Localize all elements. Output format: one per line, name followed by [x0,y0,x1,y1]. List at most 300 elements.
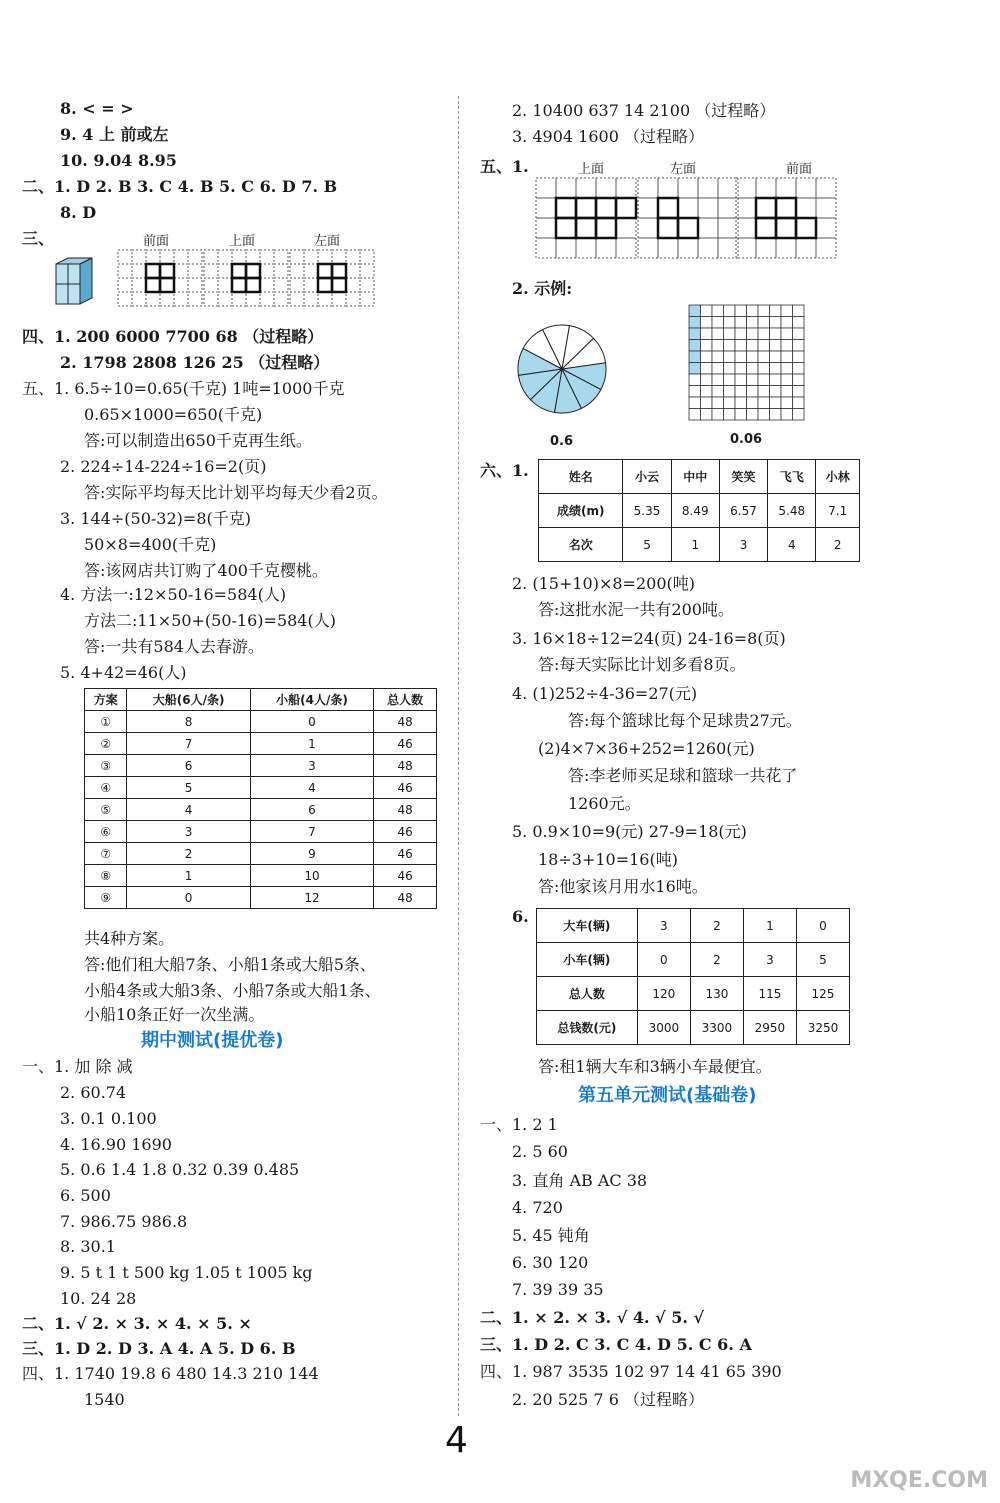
boat-table-cell: 1 [127,865,250,887]
pie-value-label: 0.6 [550,434,574,449]
grid-cell [318,278,332,292]
r-example-label: 2. 示例: [512,279,573,298]
hundred-grid-cell [701,317,713,329]
grid-cell [756,218,776,238]
grid-cell [204,278,218,292]
boat-table-cell: 48 [374,799,437,821]
hundred-grid-cell [770,305,782,317]
grid-cell [698,198,718,218]
hundred-grid-cell [724,386,736,398]
grid-cell [718,238,738,258]
score-table-cell: 2 [816,528,860,562]
grid-cell [718,218,738,238]
page-number: 4 [445,1420,468,1461]
hundred-grid-cell [701,409,713,421]
view-square [796,218,816,238]
view-square [616,198,636,218]
hundred-grid-cell [712,374,724,386]
hundred-grid-cell [793,305,805,317]
grid-cell [658,238,678,258]
grid-cell [274,264,288,278]
boat-table-row [85,887,437,909]
grid-cell [346,292,360,306]
boat-table-cell: 46 [374,777,437,799]
mid-answer-5: 5. 0.6 1.4 1.8 0.32 0.39 0.485 [60,1160,300,1179]
vehicle-table-row [537,909,850,943]
hundred-grid-cell [781,328,793,340]
grid-cell [174,278,188,292]
hundred-grid-cell [781,386,793,398]
view-label-front: 前面 [143,234,170,249]
hundred-grid-cell [689,340,701,352]
vehicle-table-cell: 总人数 [537,977,638,1011]
grid-cell [816,218,836,238]
plan-count: 共4种方案。 [84,929,175,948]
boat-table-cell: 46 [374,733,437,755]
hundred-grid-cell [712,397,724,409]
vehicle-table-cell: 0 [637,943,690,977]
hundred-grid-cell [793,409,805,421]
boat-table-cell: 3 [250,755,373,777]
grid-cell [118,250,132,264]
hundred-grid-cell [781,409,793,421]
score-table-cell: 4 [768,528,816,562]
grid-value-label: 0.06 [730,432,763,447]
hundred-grid-cell [747,305,759,317]
grid-cell [346,278,360,292]
grid-cell [796,238,816,258]
hundred-grid-cell [701,374,713,386]
three-views-grid [116,246,378,316]
hundred-grid-cell [689,317,701,329]
grid-cell [188,250,202,264]
boat-table-cell: 46 [374,865,437,887]
grid-cell [756,198,776,218]
vehicle-table-cell: 130 [690,977,743,1011]
plan-answer-line1: 答:他们租大船7条、小船1条或大船5条、 [84,955,376,974]
score-table-row [539,528,860,562]
grid-cell [678,198,698,218]
grid-cell [318,250,332,264]
hundred-grid-cell [735,409,747,421]
boat-plan-table [84,688,437,909]
view-square [756,198,776,218]
hundred-grid-cell [770,351,782,363]
grid-cell [596,218,616,238]
boat-table-cell: 48 [374,887,437,909]
grid-cell [346,264,360,278]
hundred-grid-cell [758,317,770,329]
mid-answer-3: 3. 0.1 0.100 [60,1109,157,1128]
hundred-grid-cell [758,305,770,317]
boat-table-row [85,755,437,777]
grid-cell [658,178,678,198]
view-square [776,218,796,238]
view-square [658,218,678,238]
column-divider [458,96,459,1416]
hundred-grid-cell [724,397,736,409]
hundred-grid-cell [793,317,805,329]
hundred-grid-cell [735,374,747,386]
vehicle-table-row [537,1011,850,1045]
mid-answer-8: 8. 30.1 [60,1237,116,1256]
r6-q4-part1: 4. (1)252÷4-36=27(元) [512,684,698,703]
hundred-grid-cell [701,386,713,398]
boat-table-cell: 9 [250,843,373,865]
hundred-grid-cell [735,351,747,363]
hundred-grid-cell [735,317,747,329]
grid-cell [274,278,288,292]
hundred-grid-cell [724,340,736,352]
r6-q3-line1: 3. 16×18÷12=24(页) 24-16=8(页) [512,629,786,648]
grid-cell [736,238,756,258]
hundred-grid-cell [781,340,793,352]
r6-q5-line2: 18÷3+10=16(吨) [538,850,678,869]
section-5-q1-answer: 答:可以制造出650千克再生纸。 [84,431,312,450]
mid-section-3: 三、1. D 2. D 3. A 4. A 5. D 6. B [22,1339,296,1358]
hundred-grid-cell [724,317,736,329]
hundred-grid-cell [735,328,747,340]
grid-cell [146,264,160,278]
section-5-q3-line1: 3. 144÷(50-32)=8(千克) [60,509,251,528]
hundred-grid-cell [712,363,724,375]
boat-table-cell: 48 [374,711,437,733]
view-square [160,278,174,292]
vehicle-table-cell: 2 [690,943,743,977]
view-square [146,278,160,292]
hundred-grid-cell [724,409,736,421]
grid-cell [218,250,232,264]
grid-cell [698,238,718,258]
grid-cell [556,198,576,218]
hundred-grid-cell [770,363,782,375]
grid-cell [776,178,796,198]
grid-cell [736,198,756,218]
grid-cell [596,178,616,198]
grid-cell [816,198,836,218]
grid-cell [698,218,718,238]
grid-cell [160,250,174,264]
grid-cell [576,218,596,238]
hundred-grid-cell [793,386,805,398]
score-table-header-cell: 小林 [816,460,860,494]
grid-cell [776,238,796,258]
hundred-grid-cell [724,363,736,375]
hundred-grid-cell [712,317,724,329]
score-table [538,459,860,562]
u-section-4-line2: 2. 20 525 7 6 （过程略） [512,1390,704,1409]
grid-cell [260,292,274,306]
hundred-grid-cell [747,363,759,375]
grid-cell [232,278,246,292]
grid-cell [536,178,556,198]
grid-cell [360,264,374,278]
watermark: MXQE.COM [850,1468,988,1493]
grid-cell [796,198,816,218]
grid-cell [678,218,698,238]
grid-cell [718,178,738,198]
grid-cell [576,178,596,198]
hundred-grid-cell [735,363,747,375]
hundred-grid-cell [689,305,701,317]
answer-8: 8. < = > [60,99,134,118]
grid-cell [146,250,160,264]
section-5-q1-line1: 五、1. 6.5÷10=0.65(千克) 1吨=1000千克 [22,379,345,398]
score-table-header-row [539,460,860,494]
grid-cell [188,264,202,278]
hundred-grid-cell [793,328,805,340]
cube-figure [52,256,112,312]
grid-cell [160,292,174,306]
grid-cell [232,292,246,306]
answer-9: 9. 4 上 前或左 [60,125,169,144]
grid-cell [332,250,346,264]
hundred-grid-cell [712,409,724,421]
boat-table-cell: ⑤ [85,799,127,821]
hundred-grid-cell [793,340,805,352]
hundred-grid [688,304,806,422]
view-square [146,264,160,278]
grid-cell [174,250,188,264]
grid-cell [204,250,218,264]
hundred-grid-cell [758,374,770,386]
view-square [318,278,332,292]
hundred-grid-cell [701,328,713,340]
view-square [318,264,332,278]
grid-cell [146,292,160,306]
hundred-grid-cell [701,305,713,317]
grid-cell [596,238,616,258]
grid-cell [776,218,796,238]
hundred-grid-cell [689,351,701,363]
hundred-grid-cell [747,351,759,363]
hundred-grid-cell [724,305,736,317]
grid-cell [304,250,318,264]
mid-answer-1: 一、1. 加 除 减 [22,1057,133,1076]
score-table-cell: 5 [623,528,671,562]
boat-table-header-row [85,689,437,711]
grid-cell [188,292,202,306]
view-square [596,198,616,218]
hundred-grid-cell [770,397,782,409]
r6-q2-line1: 2. (15+10)×8=200(吨) [512,574,695,593]
grid-cell [290,264,304,278]
boat-table-cell: 12 [250,887,373,909]
r6-q3-answer: 答:每天实际比计划多看8页。 [538,655,746,674]
boat-table-header-cell: 小船(4人/条) [250,689,373,711]
grid-cell [218,278,232,292]
hundred-grid-cell [712,305,724,317]
r-section-5-label: 五、1. [480,157,529,176]
grid-cell [360,278,374,292]
grid-cell [616,238,636,258]
boat-table-cell: ② [85,733,127,755]
vehicle-table-row [537,977,850,1011]
grid-cell [118,278,132,292]
grid-cell [556,178,576,198]
section-5-q3-answer: 答:该网店共订购了400千克樱桃。 [84,561,328,580]
grid-cell [274,292,288,306]
hundred-grid-cell [712,340,724,352]
grid-cell [638,238,658,258]
r6-q4-answer2b: 1260元。 [568,794,641,813]
section-5-q1-line2: 0.65×1000=650(千克) [84,405,263,424]
mid-answer-9: 9. 5 t 1 t 500 kg 1.05 t 1005 kg [60,1263,313,1282]
hundred-grid-cell [758,351,770,363]
grid-cell [318,292,332,306]
view-square [576,198,596,218]
boat-table-row [85,711,437,733]
hundred-grid-cell [781,363,793,375]
score-table-cell: 1 [671,528,719,562]
boat-table-cell: ⑧ [85,865,127,887]
grid-cell [536,238,556,258]
boat-table-header-cell: 方案 [85,689,127,711]
hundred-grid-cell [701,340,713,352]
r-answer-2: 2. 10400 637 14 2100 （过程略） [512,101,776,120]
vehicle-table-cell: 2950 [743,1011,796,1045]
u-answer-3: 3. 直角 AB AC 38 [512,1171,648,1190]
boat-table-row [85,799,437,821]
section-3-label: 三、 [22,229,55,248]
hundred-grid-cell [781,374,793,386]
hundred-grid-cell [758,363,770,375]
section-5-q2-answer: 答:实际平均每天比计划平均每天少看2页。 [84,483,388,502]
section-5-q4-answer: 答:一共有584人去春游。 [84,637,264,656]
mid-section-2: 二、1. √ 2. × 3. × 4. × 5. × [22,1314,252,1333]
hundred-grid-cell [735,386,747,398]
hundred-grid-cell [735,340,747,352]
u-answer-7: 7. 39 39 35 [512,1280,604,1299]
grid-cell [536,198,556,218]
hundred-grid-cell [689,363,701,375]
boat-table-cell: 6 [250,799,373,821]
unit5-title: 第五单元测试(基础卷) [578,1085,757,1106]
hundred-grid-cell [770,409,782,421]
score-table-cell: 名次 [539,528,623,562]
grid-cell [246,264,260,278]
vehicle-table-row [537,943,850,977]
boat-table-cell: 3 [127,821,250,843]
mid-answer-6: 6. 500 [60,1186,111,1205]
view-square [678,218,698,238]
grid-cell [232,250,246,264]
grid-cell [218,292,232,306]
boat-table-cell: 1 [250,733,373,755]
score-table-cell: 8.49 [671,494,719,528]
grid-cell [616,198,636,218]
view-square [332,264,346,278]
boat-table-cell: 0 [250,711,373,733]
r-three-views-grid [534,176,844,266]
vehicle-table-cell: 3250 [796,1011,849,1045]
hundred-grid-cell [724,351,736,363]
boat-table-cell: ③ [85,755,127,777]
grid-cell [718,198,738,218]
grid-cell [274,250,288,264]
score-table-header-cell: 笑笑 [719,460,767,494]
grid-cell [246,278,260,292]
grid-cell [260,264,274,278]
grid-cell [290,250,304,264]
r-section-6-label: 六、1. [480,461,529,480]
vehicle-table [536,908,850,1045]
boat-table-cell: 4 [127,799,250,821]
score-table-cell: 3 [719,528,767,562]
boat-table-cell: 6 [127,755,250,777]
hundred-grid-cell [701,351,713,363]
u-answer-2: 2. 5 60 [512,1142,568,1161]
hundred-grid-cell [712,328,724,340]
grid-cell [678,178,698,198]
grid-cell [816,238,836,258]
answer-10: 10. 9.04 8.95 [60,151,177,170]
section-5-q4-method2: 方法二:11×50+(50-16)=584(人) [84,611,336,630]
hundred-grid-cell [712,386,724,398]
grid-cell [146,278,160,292]
grid-cell [318,264,332,278]
mid-section-4-line2: 1540 [84,1390,125,1409]
grid-cell [658,198,678,218]
grid-cell [638,198,658,218]
boat-table-cell: ⑥ [85,821,127,843]
grid-cell [678,238,698,258]
hundred-grid-cell [747,397,759,409]
u-answer-4: 4. 720 [512,1198,563,1217]
hundred-grid-cell [793,351,805,363]
boat-table-cell: 7 [127,733,250,755]
score-table-cell: 7.1 [816,494,860,528]
hundred-grid-cell [758,328,770,340]
boat-table-header-cell: 总人数 [374,689,437,711]
grid-cell [174,264,188,278]
boat-table-row [85,733,437,755]
boat-table-cell: ④ [85,777,127,799]
boat-table-header-cell: 大船(6人/条) [127,689,250,711]
r6-q4-answer2a: 答:李老师买足球和篮球一共花了 [568,766,798,785]
hundred-grid-cell [712,351,724,363]
grid-cell [118,292,132,306]
grid-cell [736,218,756,238]
vehicle-table-cell: 大车(辆) [537,909,638,943]
hundred-grid-cell [747,386,759,398]
grid-cell [556,238,576,258]
grid-cell [260,278,274,292]
hundred-grid-cell [758,340,770,352]
boat-table-row [85,843,437,865]
hundred-grid-cell [793,374,805,386]
r6-q6-answer: 答:租1辆大车和3辆小车最便宜。 [538,1057,772,1076]
grid-cell [160,278,174,292]
u-answer-6: 6. 30 120 [512,1253,589,1272]
grid-cell [360,292,374,306]
vehicle-table-cell: 总钱数(元) [537,1011,638,1045]
grid-cell [290,292,304,306]
grid-cell [204,292,218,306]
hundred-grid-cell [770,386,782,398]
grid-cell [304,292,318,306]
section-4-answer-1: 四、1. 200 6000 7700 68 （过程略） [22,327,324,346]
hundred-grid-cell [689,328,701,340]
mid-answer-7: 7. 986.75 986.8 [60,1212,188,1231]
grid-cell [132,292,146,306]
view-square [160,264,174,278]
hundred-grid-cell [724,328,736,340]
view-square [332,278,346,292]
grid-cell [596,198,616,218]
score-table-cell: 5.35 [623,494,671,528]
boat-table-cell: 46 [374,821,437,843]
